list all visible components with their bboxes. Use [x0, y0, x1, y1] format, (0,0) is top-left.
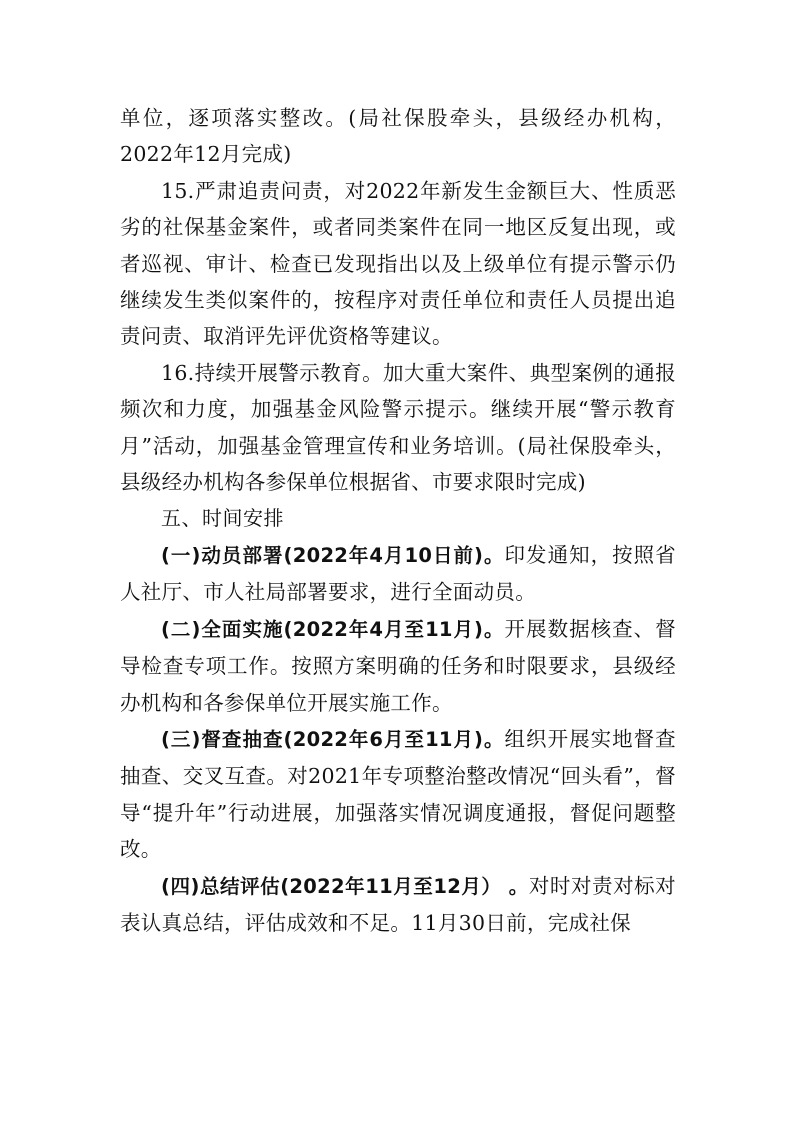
schedule-item-body: 对时对责对标对表认真总结，评估成效和不足。11月30日前，完成社保	[120, 873, 676, 935]
schedule-item-title: (四)总结评估(2022年11月至12月） 。	[161, 874, 529, 898]
schedule-item-mobilization	[120, 537, 676, 611]
schedule-item-title: (一)动员部署(2022年4月10日前)。	[161, 543, 505, 567]
schedule-item-body: 开展数据核查、督导检查专项工作。按照方案明确的任务和时限要求，县级经办机构和各参保单位开展实施工作。	[120, 616, 676, 715]
schedule-item-body: 组织开展实地督查抽查、交叉互查。对2021年专项整治整改情况“回头看”，督导“提升年”行动进展，加强落实情况调度通报，督促问题整改。	[120, 726, 676, 862]
document-body	[120, 100, 676, 941]
paragraph-item-16: 16.持续开展警示教育。加大重大案件、典型案例的通报频次和力度，加强基金风险警示提示。继续开展“警示教育月”活动，加强基金管理宣传和业务培训。(局社保股牵头，县级经办机构各参保单位根据省、市要求限时完成)	[120, 360, 676, 495]
schedule-item-implementation	[120, 611, 676, 721]
paragraph-continued: 单位，逐项落实整改。(局社保股牵头，县级经办机构，2022年12月完成)	[120, 106, 676, 167]
schedule-item-evaluation	[120, 868, 676, 942]
paragraph-item-15: 15.严肃追责问责，对2022年新发生金额巨大、性质恶劣的社保基金案件，或者同类案件在同一地区反复出现，或者巡视、审计、检查已发现指出以及上级单位有提示警示仍继续发生类似案件的，按程序对责任单位和责任人员提出追责问责、取消评先评优资格等建议。	[120, 178, 676, 349]
schedule-item-body: 印发通知，按照省人社厅、市人社局部署要求，进行全面动员。	[120, 542, 676, 605]
schedule-item-inspection	[120, 721, 676, 868]
schedule-item-title: (二)全面实施(2022年4月至11月)。	[161, 617, 505, 641]
schedule-item-title: (三)督查抽查(2022年6月至11月)。	[161, 727, 505, 751]
section-heading-schedule: 五、时间安排	[161, 506, 284, 531]
